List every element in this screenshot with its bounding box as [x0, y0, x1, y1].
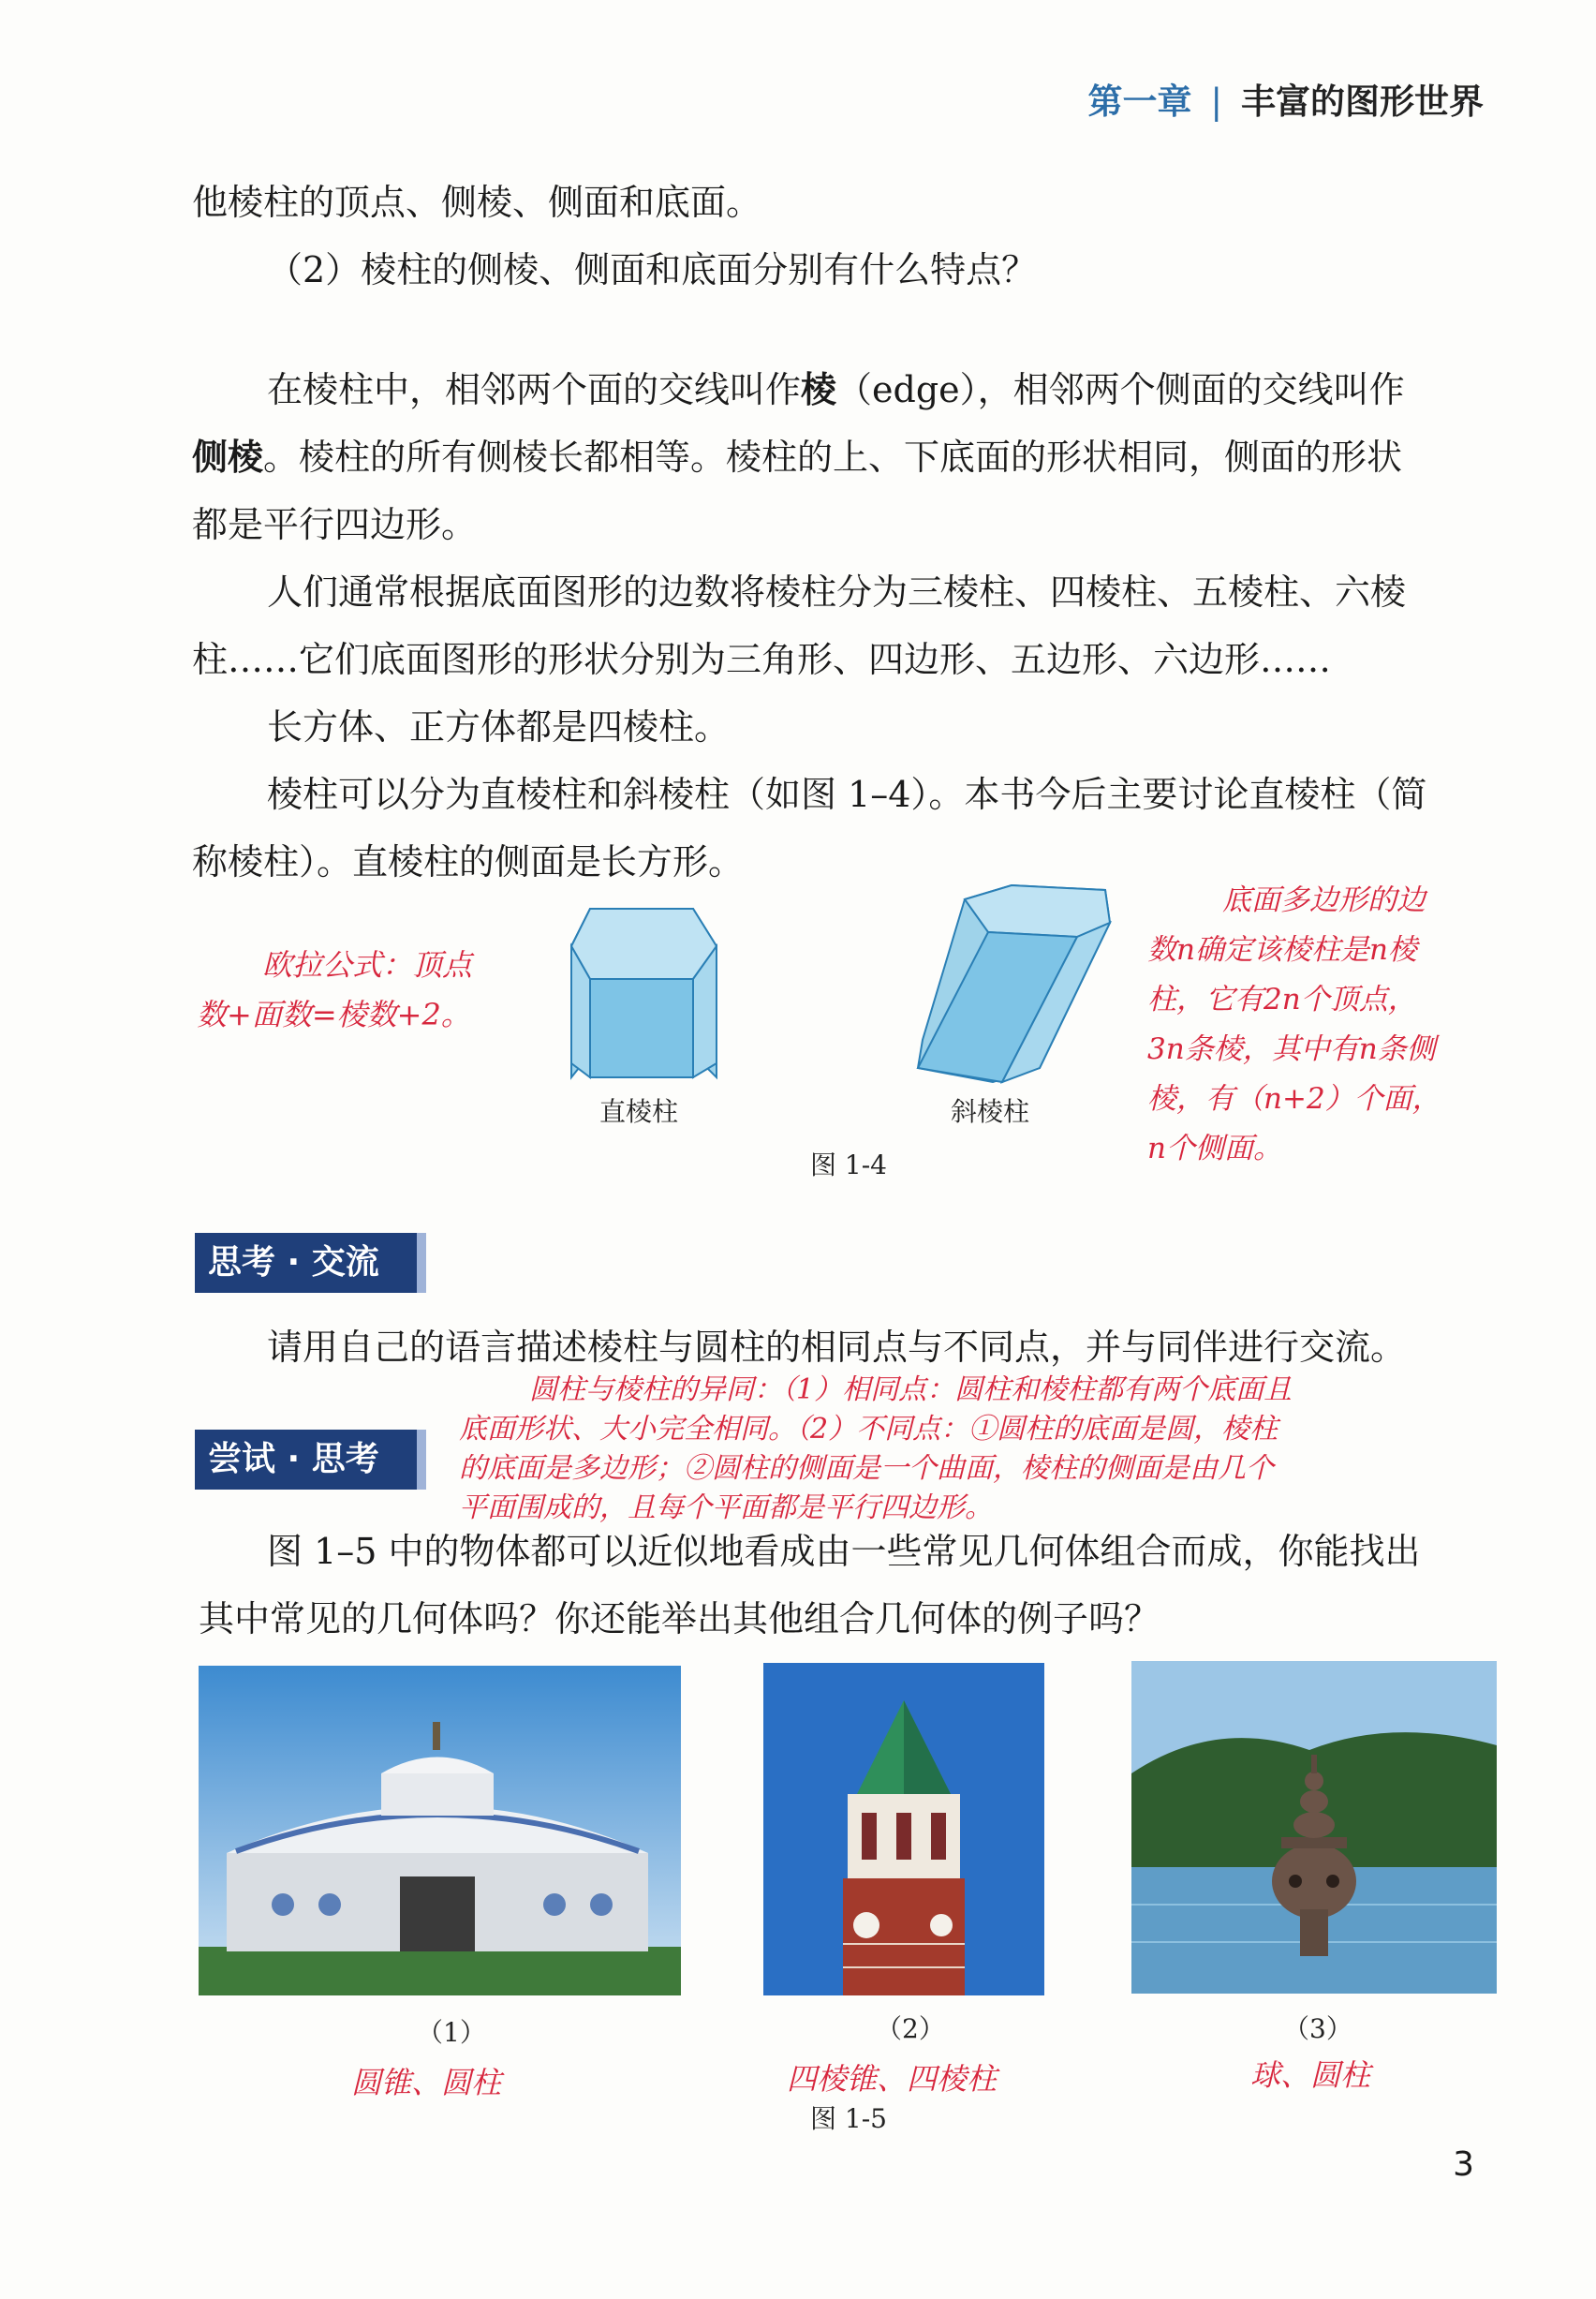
figure-1-5-sub2: （2）: [876, 2013, 945, 2044]
para1-text-b: （edge），相邻两个侧面的交线叫作: [836, 369, 1405, 410]
prism-note-line-3: 柱，它有2n个顶点，: [1147, 983, 1417, 1016]
term-edge: 棱: [801, 369, 837, 410]
answer-note-line-4: 平面围成的，且每个平面都是平行四边形。: [459, 1491, 993, 1524]
oblique-prism-label: 斜棱柱: [951, 1096, 1030, 1127]
prism-note-line-6: n个侧面。: [1147, 1132, 1282, 1165]
para1-line-2: [192, 423, 1402, 491]
body-line-2: （2）棱柱的侧棱、侧面和底面分别有什么特点？: [267, 249, 1038, 290]
yurt-photo: [199, 1666, 681, 1995]
figure-1-5-caption: 图 1-5: [810, 2103, 887, 2134]
answer-note-line-2: 底面形状、大小完全相同。（2）不同点：①圆柱的底面是圆，棱柱: [459, 1413, 1278, 1446]
para4-line-1: 棱柱可以分为直棱柱和斜棱柱（如图 1–4）。本书今后主要讨论直棱柱（简: [267, 774, 1427, 815]
chapter-title: 丰富的图形世界: [1241, 82, 1484, 122]
body-line-1: 他棱柱的顶点、侧棱、侧面和底面。: [192, 182, 762, 223]
euler-note-line-1: 欧拉公式：顶点: [262, 947, 473, 983]
photo3-answer: 球、圆柱: [1250, 2057, 1371, 2093]
para2-line-1: 人们通常根据底面图形的边数将棱柱分为三棱柱、四棱柱、五棱柱、六棱: [267, 571, 1407, 613]
answer-note-line-3: 的底面是多边形；②圆柱的侧面是一个曲面，棱柱的侧面是由几个: [459, 1452, 1274, 1485]
figure-1-4-caption: 图 1-4: [810, 1150, 887, 1180]
para4-line-2: 称棱柱）。直棱柱的侧面是长方形。: [192, 841, 745, 883]
answer-note-line-1: 圆柱与棱柱的异同：（1）相同点：圆柱和棱柱都有两个底面且: [529, 1373, 1293, 1406]
running-header: [1088, 73, 1484, 124]
right-prism-figure: [553, 899, 749, 1087]
para1-text-c: 。棱柱的所有侧棱长都相等。棱柱的上、下底面的形状相同，侧面的形状: [263, 437, 1403, 478]
chapter-label: 第一章: [1087, 82, 1192, 122]
page-number: 3: [1453, 2145, 1474, 2184]
clock-tower-photo: [763, 1663, 1044, 1995]
figure-1-5-sub3: （3）: [1283, 2013, 1352, 2044]
term-lateral-edge: 侧棱: [192, 437, 264, 478]
prism-note-line-2: 数n确定该棱柱是n棱: [1147, 933, 1417, 967]
para1-line-3: 都是平行四边形。: [192, 504, 478, 545]
prism-note-line-1: 底面多边形的边: [1222, 883, 1426, 917]
try-think-text-1: 图 1–5 中的物体都可以近似地看成由一些常见几何体组合而成，你能找出: [267, 1531, 1421, 1572]
prism-note-line-4: 3n条棱，其中有n条侧: [1147, 1032, 1436, 1066]
header-separator: |: [1210, 82, 1222, 122]
stone-pagoda-photo: [1131, 1661, 1497, 1994]
photo1-answer: 圆锥、圆柱: [351, 2065, 502, 2100]
para1-line-1: [267, 356, 1405, 423]
try-think-text-2: 其中常见的几何体吗？你还能举出其他组合几何体的例子吗？: [199, 1598, 1160, 1639]
euler-note-line-2: 数+面数=棱数+2。: [197, 997, 471, 1032]
para1-text-a: 在棱柱中，相邻两个面的交线叫作: [267, 369, 802, 410]
think-exchange-text: 请用自己的语言描述棱柱与圆柱的相同点与不同点，并与同伴进行交流。: [267, 1327, 1407, 1368]
think-exchange-tag: 思考 · 交流: [195, 1233, 417, 1293]
para2-line-2: 柱……它们底面图形的形状分别为三角形、四边形、五边形、六边形……: [192, 639, 1332, 680]
right-prism-label: 直棱柱: [599, 1096, 679, 1127]
figure-1-5-sub1: （1）: [417, 2017, 486, 2048]
photo2-answer: 四棱锥、四棱柱: [787, 2061, 998, 2097]
oblique-prism-figure: [899, 881, 1115, 1087]
try-think-tag: 尝试 · 思考: [195, 1430, 417, 1490]
para3: 长方体、正方体都是四棱柱。: [267, 706, 731, 748]
prism-note-line-5: 棱，有（n+2）个面，: [1147, 1082, 1441, 1116]
